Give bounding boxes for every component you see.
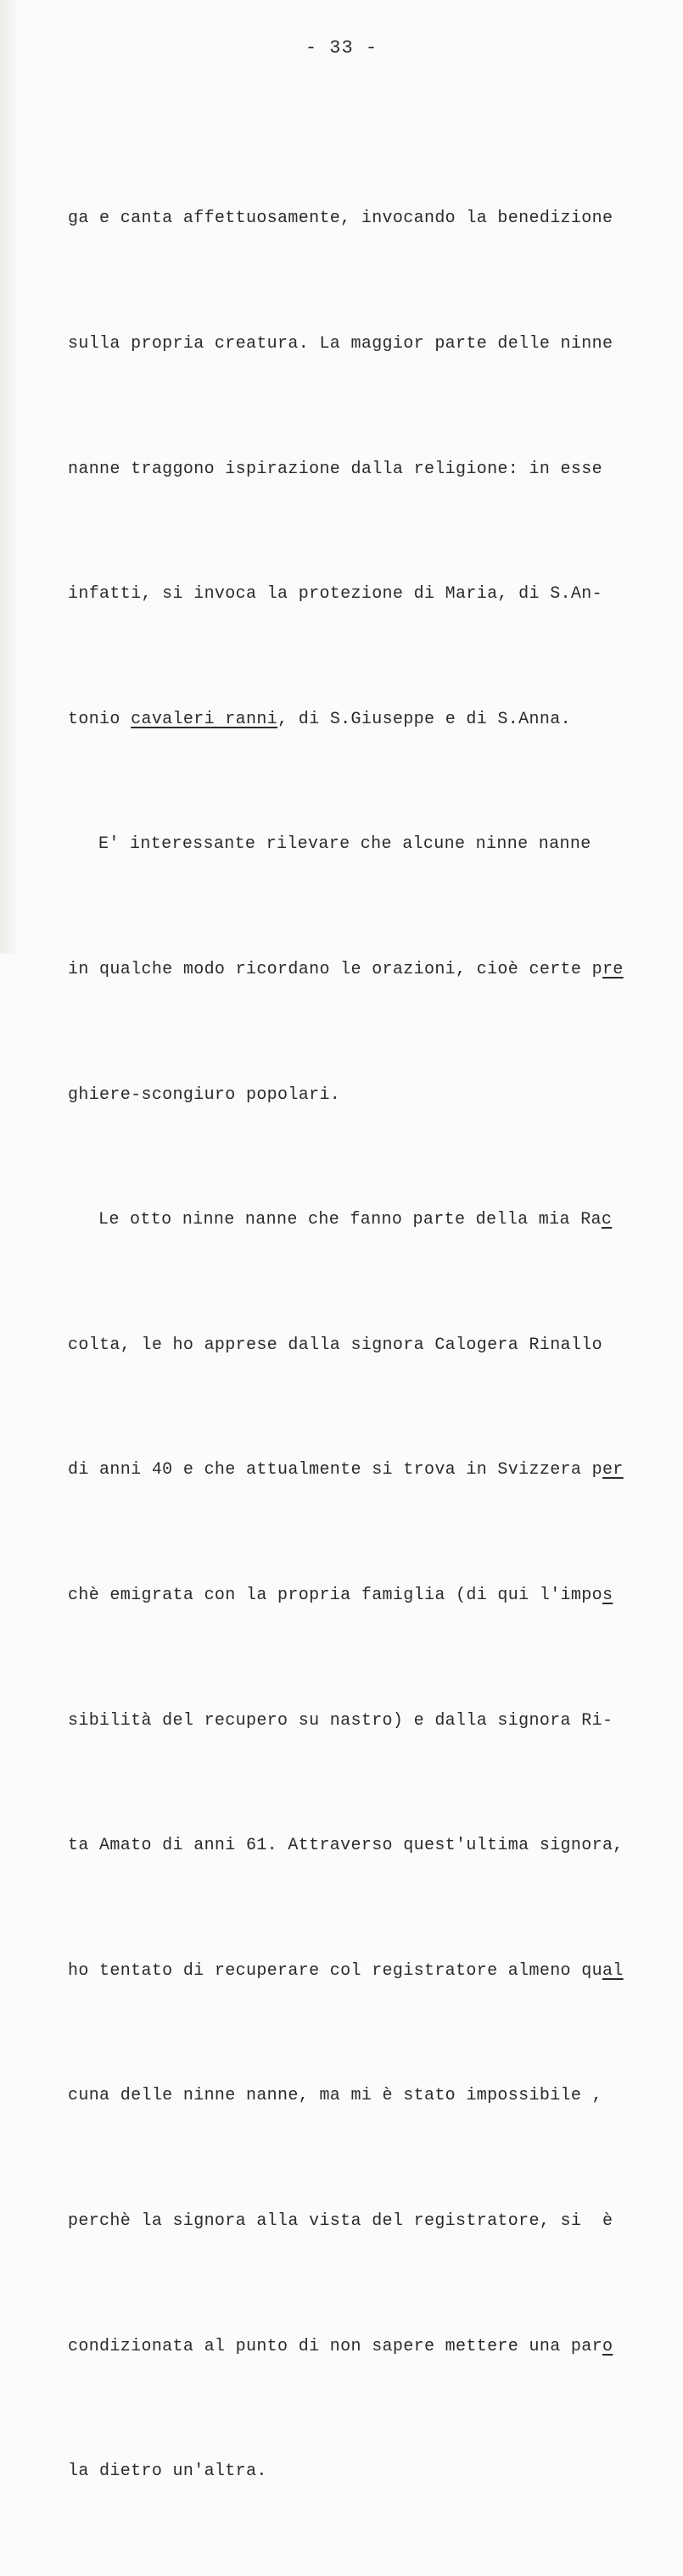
line-text: ta Amato di anni 61. Attraverso quest'ultima signora, bbox=[68, 1836, 624, 1856]
underlined-syllable: o bbox=[602, 2336, 613, 2356]
line-text: , di S.Giuseppe e di S.Anna. bbox=[277, 709, 571, 729]
line-text: nanne traggono ispirazione dalla religione: in esse bbox=[68, 459, 602, 479]
underlined-syllable: s bbox=[602, 1585, 613, 1605]
text-line bbox=[68, 699, 645, 740]
text-line bbox=[68, 2451, 645, 2492]
line-text: perchè la signora alla vista del registratore, si è bbox=[68, 2211, 613, 2231]
text-line bbox=[68, 573, 645, 615]
underlined-phrase: cavaleri ranni bbox=[131, 709, 278, 729]
underlined-syllable: al bbox=[602, 1960, 624, 1981]
line-text: chè emigrata con la propria famiglia (di qui l'impo bbox=[68, 1585, 602, 1605]
body-text bbox=[68, 114, 645, 2576]
text-line bbox=[68, 1199, 645, 1241]
underlined-syllable: er bbox=[602, 1460, 624, 1480]
line-text: ga e canta affettuosamente, invocando la benedizione bbox=[68, 209, 613, 229]
text-line bbox=[68, 1324, 645, 1366]
underlined-syllable: re bbox=[602, 959, 624, 979]
text-line bbox=[68, 1575, 645, 1616]
text-line bbox=[68, 1074, 645, 1116]
text-line bbox=[68, 2075, 645, 2116]
text-line bbox=[68, 323, 645, 365]
line-text: E' interessante rilevare che alcune ninne nanne bbox=[98, 834, 591, 855]
line-text: sibilità del recupero su nastro) e dalla signora Ri- bbox=[68, 1710, 613, 1731]
line-text: ghiere-scongiuro popolari. bbox=[68, 1084, 341, 1105]
text-line bbox=[68, 198, 645, 239]
underlined-syllable: c bbox=[601, 1210, 613, 1230]
line-text: condizionata al punto di non sapere mettere una par bbox=[68, 2336, 602, 2356]
line-text: sulla propria creatura. La maggior parte delle ninne bbox=[68, 334, 613, 354]
text-line bbox=[68, 2326, 645, 2367]
line-text: in qualche modo ricordano le orazioni, cioè certe p bbox=[68, 959, 602, 979]
text-line bbox=[68, 1950, 645, 1992]
line-text: cuna delle ninne nanne, ma mi è stato impossibile , bbox=[68, 2086, 602, 2106]
line-text: di anni 40 e che attualmente si trova in Svizzera p bbox=[68, 1460, 602, 1480]
text-line bbox=[68, 2200, 645, 2242]
text-line bbox=[68, 449, 645, 490]
text-line bbox=[68, 1825, 645, 1866]
line-text: colta, le ho apprese dalla signora Calogera Rinallo bbox=[68, 1335, 602, 1355]
page-number: - 33 - bbox=[305, 37, 378, 59]
line-text: la dietro un'altra. bbox=[68, 2462, 267, 2482]
line-text: infatti, si invoca la protezione di Maria, di S.An- bbox=[68, 584, 602, 605]
text-line bbox=[68, 949, 645, 990]
text-line bbox=[68, 1700, 645, 1742]
line-text: tonio bbox=[68, 709, 132, 729]
line-text: Le otto ninne nanne che fanno parte della mia Ra bbox=[98, 1210, 602, 1230]
line-text: ho tentato di recuperare col registratore almeno qu bbox=[68, 1960, 602, 1981]
text-line bbox=[68, 1449, 645, 1491]
text-line bbox=[68, 823, 645, 865]
